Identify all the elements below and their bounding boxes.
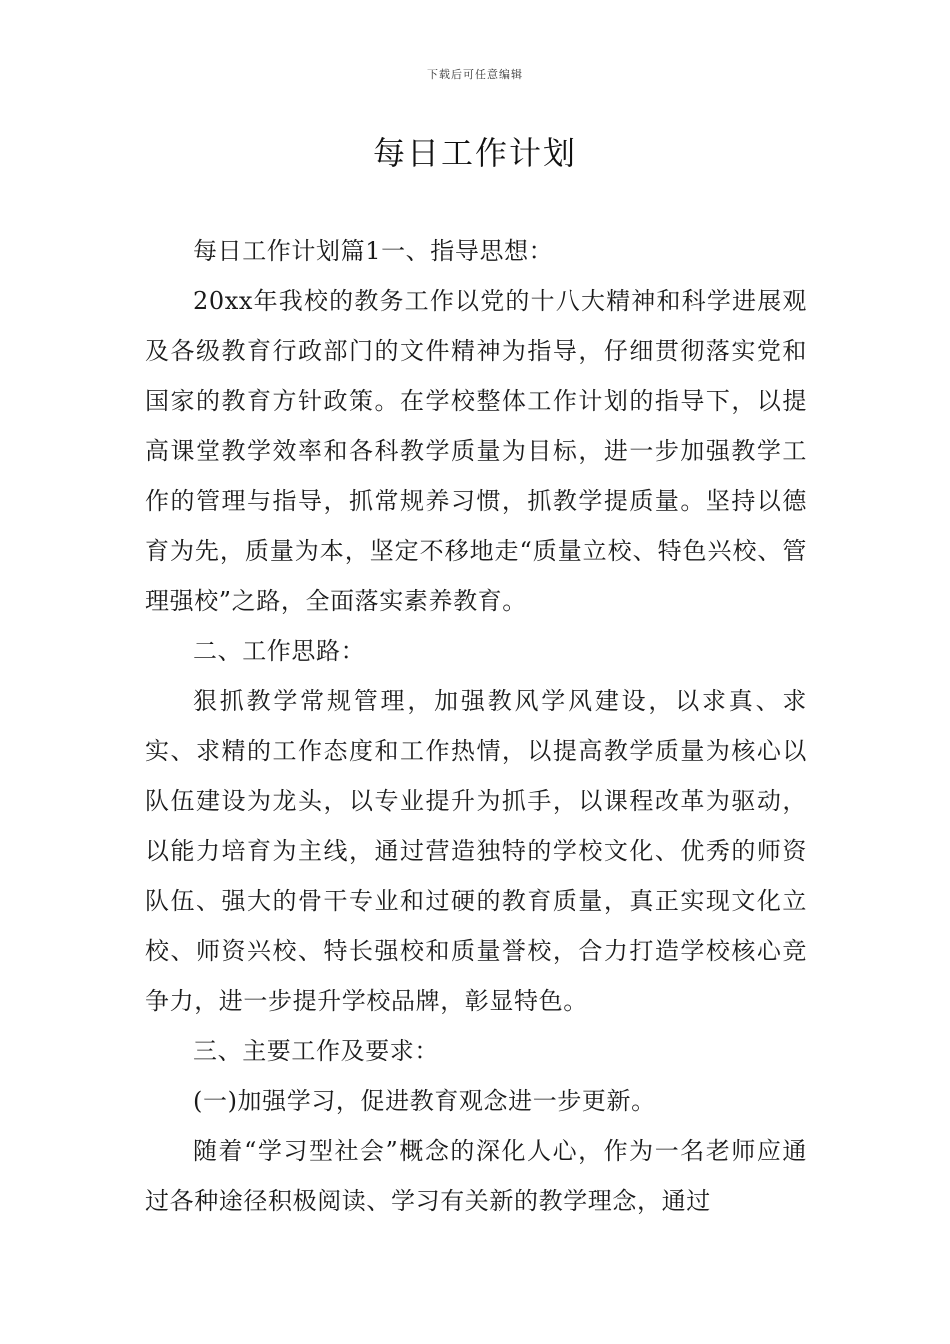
document-title: 每日工作计划 xyxy=(372,134,577,172)
paragraph-section-heading-2: 二、工作思路： xyxy=(193,637,366,665)
paragraph-subheading-1: (一)加强学习，促进教育观念进一步更新。 xyxy=(193,1087,656,1115)
page-header-note: 下载后可任意编辑 xyxy=(427,68,523,81)
paragraph-section-heading-1: 每日工作计划篇1一、指导思想： xyxy=(193,237,554,265)
paragraph-learning-society: 随着“学习型社会”概念的深化人心，作为一名老师应通过各种途径积极阅读、学习有关新的教学理念，通过 xyxy=(145,1137,807,1215)
document-body xyxy=(145,226,807,1226)
paragraph-work-approach: 狠抓教学常规管理，加强教风学风建设，以求真、求实、求精的工作态度和工作热情，以提高教学质量为核心以队伍建设为龙头，以专业提升为抓手，以课程改革为驱动，以能力培育为主线，通过营造独特的学校文化、优秀的师资队伍、强大的骨干专业和过硬的教育质量，真正实现文化立校、师资兴校、特长强校和质量誉校，合力打造学校核心竞争力，进一步提升学校品牌，彰显特色。 xyxy=(145,687,807,1015)
paragraph-section-heading-3: 三、主要工作及要求： xyxy=(193,1037,439,1065)
paragraph-guiding-ideology: 20xx年我校的教务工作以党的十八大精神和科学进展观及各级教育行政部门的文件精神为指导，仔细贯彻落实党和国家的教育方针政策。在学校整体工作计划的指导下，以提高课堂教学效率和各科教学质量为目标，进一步加强教学工作的管理与指导，抓常规养习惯，抓教学提质量。坚持以德育为先，质量为本，坚定不移地走“质量立校、特色兴校、管理强校”之路，全面落实素养教育。 xyxy=(145,287,807,615)
